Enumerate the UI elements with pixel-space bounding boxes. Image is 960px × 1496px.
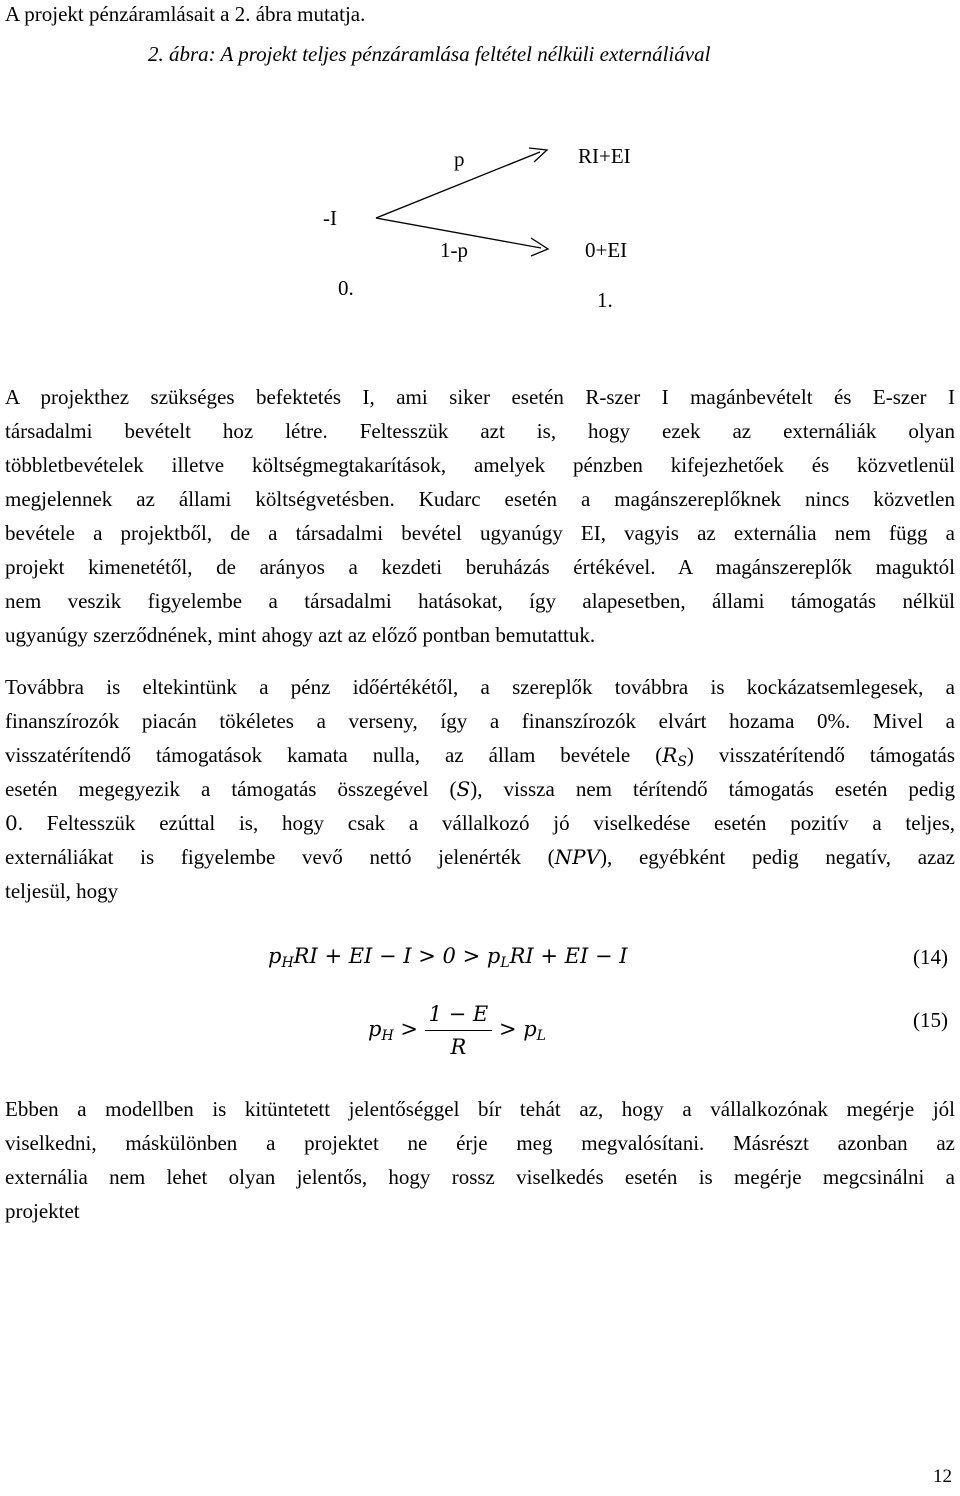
text-line: nem veszik figyelembe a társadalmi hatásokat, így alapesetben, állami támogatás nélkül	[5, 589, 955, 613]
text-line: Továbbra is eltekintünk a pénz időértékétől, a szereplők továbbra is kockázatsemlegesek, a	[5, 675, 955, 699]
lower-branch-probability: 1-p	[440, 238, 468, 262]
text-line: finanszírozók piacán tökéletes a verseny, így a finanszírozók elvárt hozama 0%. Mivel a	[5, 709, 955, 733]
text-line: társadalmi bevételt hoz létre. Feltesszük azt is, hogy ezek az externáliák olyan	[5, 419, 955, 443]
page-number: 12	[933, 1466, 952, 1487]
paragraph-conclusion	[5, 1092, 955, 1228]
text-line: projekt kimenetétől, de arányos a kezdeti beruházás értékével. A magánszereplők maguktól	[5, 555, 955, 579]
text-line: externáliákat is figyelembe vevő nettó jelenérték (NPV), egyébként pedig negatív, azaz	[5, 845, 955, 869]
figure-caption: 2. ábra: A projekt teljes pénzáramlása feltétel nélküli externáliával	[148, 42, 711, 66]
cashflow-tree-diagram	[0, 140, 960, 310]
text-line: Ebben a modellben is kitüntetett jelentőséggel bír tehát az, hogy a vállalkozónak megérje jól	[5, 1097, 955, 1121]
text-line: projektet	[5, 1199, 80, 1223]
text-line: ugyanúgy szerződnének, mint ahogy azt az előző pontban bemutattuk.	[5, 623, 596, 647]
text-line: teljesül, hogy	[5, 879, 119, 903]
text-line: visszatérítendő támogatások kamata nulla, az állam bevétele $(R_S)$ visszatérítendő támogatás	[5, 743, 956, 770]
text-line: externália nem lehet olyan jelentős, hogy rossz viselkedés esetén is megérje megcsinálni a	[5, 1165, 955, 1189]
paragraph-investment	[5, 380, 955, 652]
equation-14: $p_HRI$ + EI − $I > 0 > p_LRI$ + EI − I	[268, 944, 628, 971]
period-1-label: 1.	[597, 288, 613, 312]
text-line: esetén megegyezik a támogatás összegével (S), vissza nem térítendő támogatás esetén pedig	[5, 777, 956, 801]
text-line: A projekthez szükséges befektetés I, ami siker esetén R-szer I magánbevételt és E-szer I	[5, 385, 955, 409]
tree-root-value: -I	[323, 206, 337, 230]
text-line: bevétele a projektből, de a társadalmi bevétel ugyanúgy EI, vagyis az externália nem függ a	[5, 521, 955, 545]
paragraph-assumptions	[5, 670, 955, 908]
equation-14-number: (14)	[913, 945, 948, 969]
text-line: viselkedni, máskülönben a projektet ne érje meg megvalósítani. Másrészt azonban az	[5, 1131, 955, 1155]
upper-branch-probability: p	[454, 147, 465, 171]
equation-15: $p_H$ > $\frac{1 - E}{R}$ > $p_L$	[368, 1002, 546, 1059]
text-line: megjelennek az állami költségvetésben. Kudarc esetén a magánszereplőknek nincs közvetlen	[5, 487, 955, 511]
text-line: többletbevételek illetve költségmegtakarítások, amelyek pénzben kifejezhetőek és közvetlenül	[5, 453, 955, 477]
lower-branch-value: 0+EI	[585, 238, 628, 262]
text-line: 0. Feltesszük ezúttal is, hogy csak a vállalkozó jó viselkedése esetén pozitív a teljes,	[5, 811, 955, 835]
period-0-label: 0.	[338, 276, 354, 300]
fraction: $\frac{1 - E}{R}$	[425, 1002, 493, 1059]
equation-15-number: (15)	[913, 1008, 948, 1032]
tree-arrows	[0, 140, 960, 310]
intro-line: A projekt pénzáramlásait a 2. ábra mutatja.	[5, 2, 366, 26]
upper-branch-value: RI+EI	[578, 144, 631, 168]
